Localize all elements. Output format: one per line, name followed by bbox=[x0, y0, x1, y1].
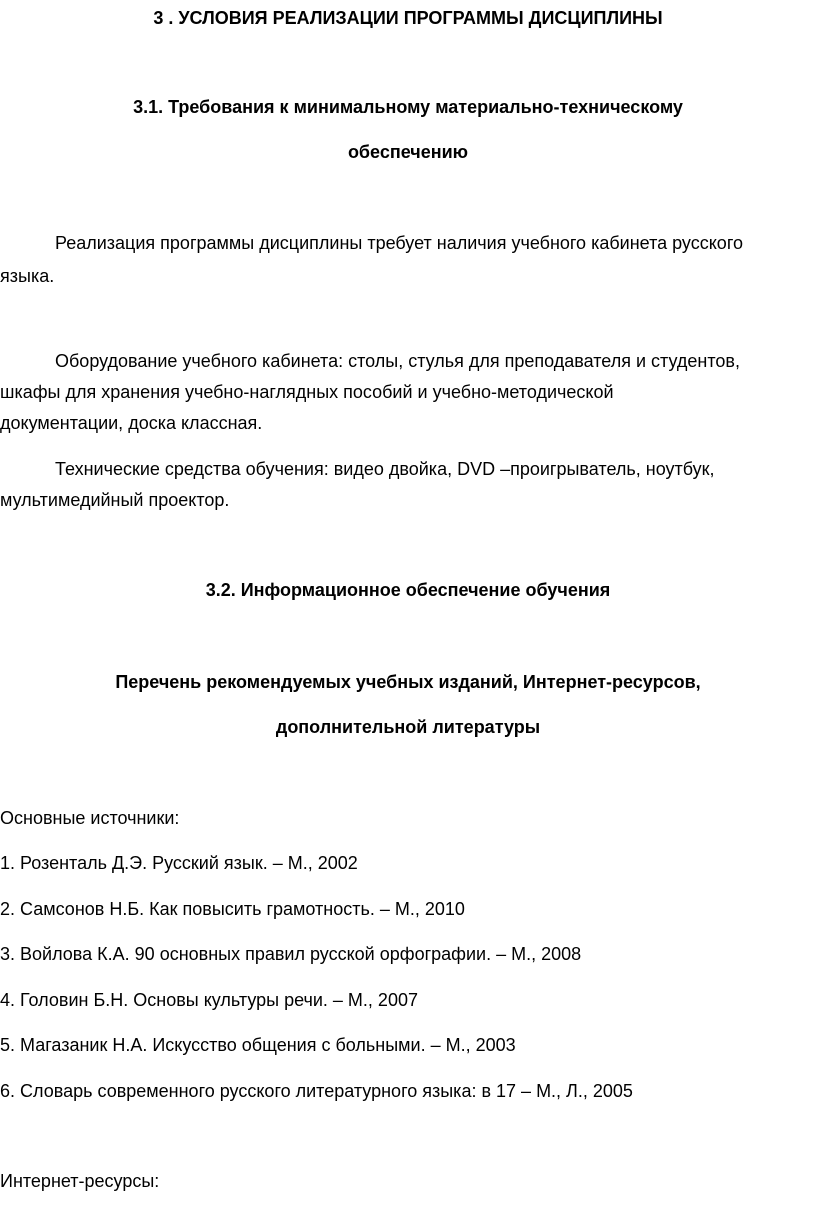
subsection-title-line2: обеспечению bbox=[347, 142, 469, 162]
paragraph-2-line2: шкафы для хранения учебно-наглядных пособий и учебно-методической bbox=[0, 382, 614, 402]
source-item: 1. Розенталь Д.Э. Русский язык. – М., 2002 bbox=[0, 853, 358, 873]
subsection2-title: 3.2. Информационное обеспечение обучения bbox=[205, 580, 611, 600]
paragraph-3-line1: Технические средства обучения: видео двойка, DVD –проигрыватель, ноутбук, bbox=[55, 459, 715, 479]
subsection-title-line1: 3.1. Требования к минимальному материально-техническому bbox=[133, 97, 683, 117]
source-item: 3. Войлова К.А. 90 основных правил русской орфографии. – М., 2008 bbox=[0, 944, 582, 964]
paragraph-1-line2: языка. bbox=[0, 266, 55, 286]
list-title-line2: дополнительной литературы bbox=[275, 717, 541, 737]
paragraph-3-line2: мультимедийный проектор. bbox=[0, 490, 230, 510]
main-sources-label: Основные источники: bbox=[0, 808, 180, 828]
source-item: 5. Магазаник Н.А. Искусство общения с больными. – М., 2003 bbox=[0, 1035, 516, 1055]
source-item: 4. Головин Б.Н. Основы культуры речи. – М., 2007 bbox=[0, 990, 418, 1010]
paragraph-1-line1: Реализация программы дисциплины требует наличия учебного кабинета русского bbox=[55, 233, 743, 253]
paragraph-2-line3: документации, доска классная. bbox=[0, 413, 263, 433]
source-item: 2. Самсонов Н.Б. Как повысить грамотность. – М., 2010 bbox=[0, 899, 465, 919]
source-item: 6. Словарь современного русского литературного языка: в 17 – М., Л., 2005 bbox=[0, 1081, 633, 1101]
list-title-line1: Перечень рекомендуемых учебных изданий, Интернет-ресурсов, bbox=[115, 672, 701, 692]
internet-resources-label: Интернет-ресурсы: bbox=[0, 1171, 160, 1191]
paragraph-2-line1: Оборудование учебного кабинета: столы, стулья для преподавателя и студентов, bbox=[55, 351, 740, 371]
section-title: 3 . УСЛОВИЯ РЕАЛИЗАЦИИ ПРОГРАММЫ ДИСЦИПЛИНЫ bbox=[153, 8, 663, 28]
